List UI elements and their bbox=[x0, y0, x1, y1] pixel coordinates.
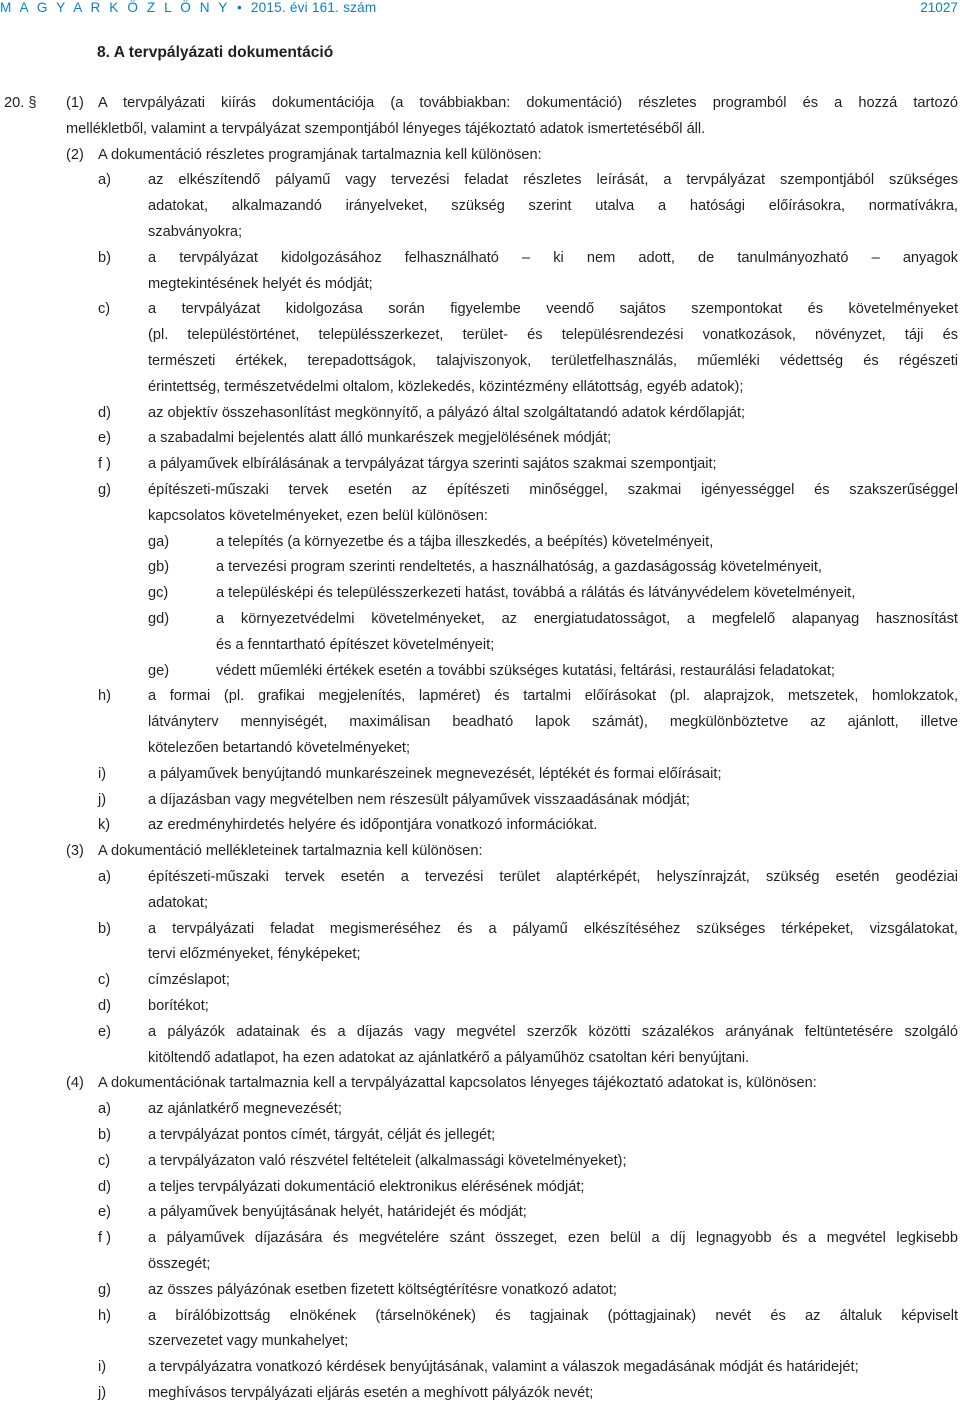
list-item-label: k) bbox=[98, 817, 111, 834]
list-item-label: c) bbox=[98, 1152, 111, 1169]
list-item-text: a szabadalmi bejelentés alatt álló munkarészek megjelölésének módját; bbox=[148, 430, 612, 447]
list-item-label: e) bbox=[98, 1204, 111, 1221]
list-item-label: b) bbox=[98, 920, 111, 937]
list-item-text: érintettség, természetvédelmi oltalom, közlekedés, közintézmény ellátottság, egyéb adatok); bbox=[148, 378, 744, 395]
list-item-label: a) bbox=[98, 869, 111, 885]
list-item-label: a) bbox=[98, 1101, 111, 1118]
list-item-label: e) bbox=[98, 430, 111, 447]
list-item-text: a pályaművek benyújtásának helyét, határidejét és módját; bbox=[148, 1204, 527, 1221]
list-item-text: a tervpályázati feladat megismeréséhez és a pályamű elkészítéséhez szükséges térképeket, vizsgálatokat, bbox=[148, 920, 958, 937]
list-item-label: c) bbox=[98, 301, 111, 318]
list-item-text: a telepítés (a környezetbe és a tájba illeszkedés, a beépítés) követelményeit, bbox=[216, 533, 714, 550]
separator-bullet: • bbox=[236, 0, 242, 15]
list-item-label: b) bbox=[98, 249, 111, 266]
list-item-label: gd) bbox=[148, 611, 170, 627]
list-item-text: az eredményhirdetés helyére és időpontjára vonatkozó információkat. bbox=[148, 817, 598, 834]
list-item-label: g) bbox=[98, 1281, 111, 1298]
list-item-label: i) bbox=[98, 1359, 107, 1376]
list-item-label: d) bbox=[98, 404, 111, 421]
list-item-text: a formai (pl. grafikai megjelenítés, lapméret) és tartalmi előírásokat (pl. alaprajzok, metszetek, homlokzatok, bbox=[148, 688, 958, 705]
list-item-text: a pályaművek benyújtandó munkarészeinek megnevezését, léptékét és formai előírásait; bbox=[148, 765, 722, 782]
list-item-text: tervi előzményeket, fényképeket; bbox=[148, 946, 361, 963]
running-head bbox=[0, 0, 376, 15]
list-item-text: és a fenntartható építészet követelményeit; bbox=[216, 636, 495, 653]
list-item-text: a tervpályázatra vonatkozó kérdések benyújtásának, valamint a válaszok megadásának módját és határidejét; bbox=[148, 1359, 859, 1376]
list-item-text: (pl. településtörténet, településszerkezet, terület- és településrendezési vonatkozások, növényzet, táji és bbox=[148, 327, 958, 344]
list-item-text: természeti értékek, terepadottságok, talajviszonyok, területfelhasználás, műemléki védettség és régészeti bbox=[148, 353, 958, 369]
list-item-label: i) bbox=[98, 765, 107, 782]
list-item-text: kötelezően betartandó követelményeket; bbox=[148, 740, 411, 756]
list-item-text: a teljes tervpályázati dokumentáció elektronikus elérésének módját; bbox=[148, 1178, 585, 1195]
list-item-text: a pályázók adatainak és a díjazás vagy megvétel szerzők közötti százalékos arányának feltüntetésére szolgáló bbox=[148, 1023, 958, 1040]
list-item-label: j) bbox=[98, 791, 107, 808]
list-item-text: adatokat; bbox=[148, 894, 209, 911]
list-item-text: a tervpályázat pontos címét, tárgyát, célját és jellegét; bbox=[148, 1127, 496, 1143]
page-number: 21027 bbox=[920, 0, 958, 15]
subsection-intro: A dokumentációnak tartalmaznia kell a tervpályázattal kapcsolatos lényeges tájékoztató adatokat is, különösen: bbox=[98, 1075, 817, 1092]
issue-number: 2015. évi 161. szám bbox=[250, 0, 377, 15]
list-item-label: g) bbox=[98, 482, 111, 498]
list-item-text: összegét; bbox=[148, 1256, 211, 1272]
list-item-text: címzéslapot; bbox=[148, 972, 230, 989]
list-item-text: a bírálóbizottság elnökének (társelnökének) és tagjainak (póttagjainak) nevét és az általuk képviselt bbox=[148, 1307, 958, 1324]
list-item-text: megtekintésének helyét és módját; bbox=[148, 275, 373, 292]
list-item-text: az ajánlatkérő megnevezését; bbox=[148, 1101, 342, 1118]
list-item-text: szervezetet vagy munkahelyet; bbox=[148, 1333, 349, 1350]
list-item-label: f ) bbox=[98, 456, 111, 473]
list-item-text: építészeti-műszaki tervek esetén a tervezési terület alaptérképét, helyszínrajzát, szükség esetén geodéziai bbox=[148, 869, 958, 885]
list-item-text: az objektív összehasonlítást megkönnyítő, a pályázó által szolgáltatandó adatok kérdőlapját; bbox=[148, 404, 746, 421]
list-item-text: a környezetvédelmi követelményeket, az energiatudatosságot, a megfelelő alapanyag hasznosítást bbox=[216, 611, 958, 627]
list-item-text: a településképi és településszerkezeti hatást, továbbá a rálátás és látványvédelem követelményeit, bbox=[216, 585, 856, 602]
subsection-label: (2) bbox=[66, 146, 84, 163]
list-item-text: látványterv mennyiségét, maximálisan beadható lapok számát), megkülönböztetve az ajánlott, illetve bbox=[148, 714, 958, 731]
subsection-intro: A dokumentáció részletes programjának tartalmaznia kell különösen: bbox=[98, 146, 542, 163]
list-item-label: j) bbox=[98, 1385, 107, 1401]
list-item-label: d) bbox=[98, 998, 111, 1014]
list-item-text: adatokat, alkalmazandó irányelveket, szükség szerint utalva a hatósági előírásokra, normatívákra, bbox=[148, 198, 958, 215]
list-item-text: a tervpályázaton való részvétel feltételeit (alkalmassági követelményeket); bbox=[148, 1152, 627, 1169]
page-header bbox=[0, 0, 960, 18]
list-item-text: a díjazásban vagy megvételben nem részesült pályaművek visszaadásának módját; bbox=[148, 791, 690, 808]
list-item-text: szabványokra; bbox=[148, 224, 243, 240]
paragraph-number: 20. § bbox=[4, 95, 37, 111]
list-item-text: építészeti-műszaki tervek esetén az építészeti minőséggel, szakmai igényességgel és szakszerűséggel bbox=[148, 482, 958, 498]
list-item-text: a tervezési program szerinti rendeltetés, a használhatóság, a gazdaságosság követelményeit, bbox=[216, 559, 822, 576]
subsection-label: (1) bbox=[66, 95, 84, 111]
list-item-text: az összes pályázónak esetben fizetett költségtérítésre vonatkozó adatot; bbox=[148, 1281, 617, 1298]
list-item-label: e) bbox=[98, 1023, 111, 1040]
list-item-text: a tervpályázat kidolgozásához felhasználható – ki nem adott, de tanulmányozható – anyagok bbox=[148, 249, 958, 266]
list-item-text: kitöltendő adatlapot, ha ezen adatokat az ajánlatkérő a pályaműhöz csatoltan kéri benyújtani. bbox=[148, 1049, 750, 1066]
subsection-label: (3) bbox=[66, 843, 84, 860]
list-item-label: b) bbox=[98, 1127, 111, 1143]
publication-name: M A G Y A R K Ö Z L Ö N Y bbox=[0, 0, 230, 15]
list-item-text: meghívásos tervpályázati eljárás esetén a meghívott pályázók nevét; bbox=[148, 1385, 594, 1401]
list-item-label: gc) bbox=[148, 585, 169, 602]
subsection-text: mellékletből, valamint a tervpályázat szempontjából lényeges tájékoztató adatok ismertetéséből áll. bbox=[66, 120, 706, 137]
section-title: 8. A tervpályázati dokumentáció bbox=[97, 44, 334, 61]
list-item-label: ga) bbox=[148, 533, 170, 550]
list-item-label: d) bbox=[98, 1178, 111, 1195]
list-item-text: védett műemléki értékek esetén a további szükséges kutatási, feltárási, restaurálási feladatokat; bbox=[216, 662, 835, 679]
list-item-label: ge) bbox=[148, 662, 170, 679]
list-item-text: az elkészítendő pályamű vagy tervezési feladat részletes leírását, a tervpályázat szempontjából szükséges bbox=[148, 172, 958, 189]
list-item-label: h) bbox=[98, 1307, 111, 1324]
subsection-intro: A dokumentáció mellékleteinek tartalmaznia kell különösen: bbox=[98, 843, 483, 860]
list-item-text: a tervpályázat kidolgozása során figyelembe veendő sajátos szempontokat és követelményeket bbox=[148, 301, 958, 318]
subsection-text: A tervpályázati kiírás dokumentációja (a továbbiakban: dokumentáció) részletes programból és a hozzá tartozó bbox=[98, 95, 958, 111]
list-item-label: a) bbox=[98, 172, 111, 189]
list-item-text: kapcsolatos követelményeket, ezen belül különösen: bbox=[148, 507, 488, 524]
list-item-text: a pályaművek elbírálásának a tervpályázat tárgya szerinti sajátos szakmai szempontjait; bbox=[148, 456, 717, 473]
list-item-text: borítékot; bbox=[148, 998, 209, 1014]
list-item-text: a pályaművek díjazására és megvételére szánt összeget, ezen belül a díj legnagyobb és a megvétel legkisebb bbox=[148, 1230, 958, 1247]
subsection-label: (4) bbox=[66, 1075, 84, 1092]
list-item-label: h) bbox=[98, 688, 111, 705]
list-item-label: f ) bbox=[98, 1230, 111, 1247]
list-item-label: gb) bbox=[148, 559, 170, 576]
list-item-label: c) bbox=[98, 972, 111, 989]
